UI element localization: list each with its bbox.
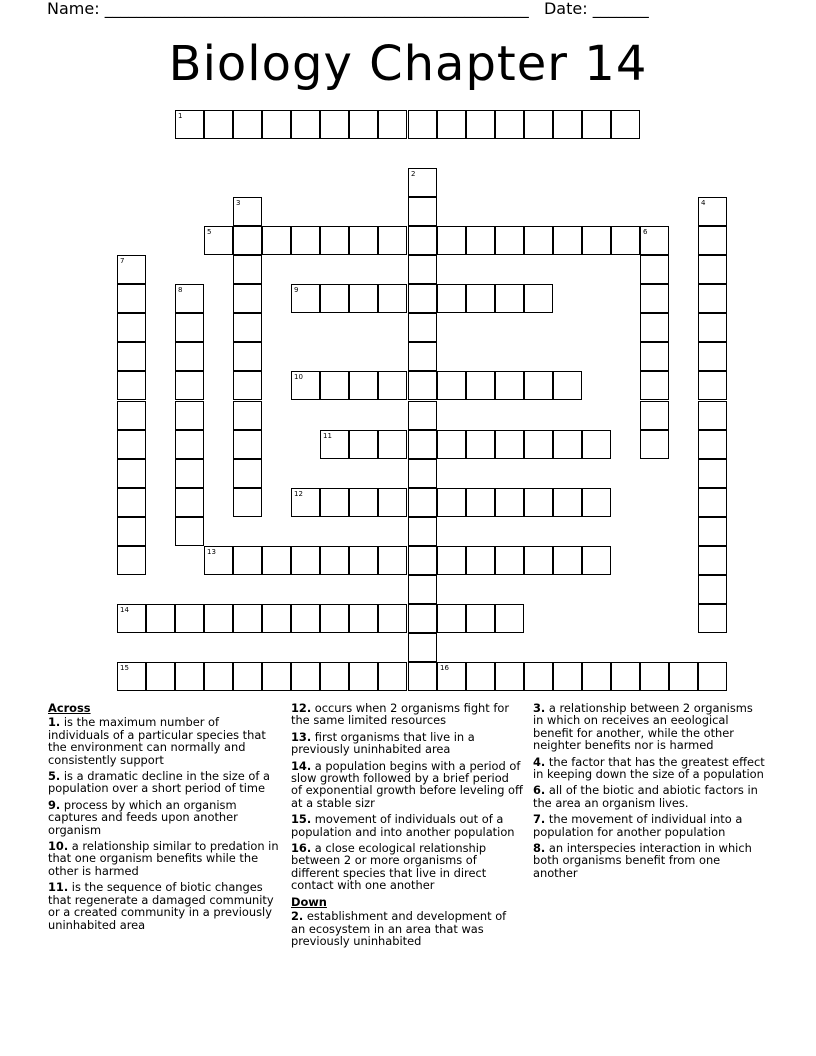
crossword-cell[interactable] bbox=[408, 604, 437, 633]
crossword-cell[interactable] bbox=[582, 488, 611, 517]
clue-item bbox=[533, 842, 765, 879]
crossword-cell[interactable] bbox=[698, 401, 727, 430]
name-blank[interactable]: _____________________________________________________ bbox=[104, 0, 529, 18]
crossword-cell[interactable] bbox=[349, 488, 378, 517]
clue-item bbox=[48, 770, 280, 795]
clue-number: 2. bbox=[291, 909, 304, 924]
clue-text: is the sequence of biotic changes that regenerate a damaged community or a created community in a previously uninhabited area bbox=[48, 880, 274, 932]
crossword-cell[interactable] bbox=[378, 488, 407, 517]
crossword-cell[interactable] bbox=[640, 255, 669, 284]
clue-item bbox=[533, 784, 765, 809]
crossword-cell[interactable] bbox=[320, 546, 349, 575]
crossword-cell[interactable] bbox=[698, 517, 727, 546]
crossword-cell[interactable] bbox=[233, 342, 262, 371]
crossword-cell[interactable] bbox=[408, 284, 437, 313]
crossword-cell[interactable] bbox=[408, 401, 437, 430]
crossword-cell[interactable] bbox=[524, 284, 553, 313]
crossword-cell[interactable] bbox=[466, 488, 495, 517]
crossword-cell[interactable] bbox=[349, 430, 378, 459]
crossword-cell[interactable] bbox=[117, 401, 146, 430]
crossword-cell[interactable] bbox=[582, 110, 611, 139]
clue-text: all of the biotic and abiotic factors in the area an organism lives. bbox=[533, 783, 758, 810]
crossword-cell[interactable] bbox=[698, 371, 727, 400]
clue-item bbox=[533, 813, 765, 838]
crossword-cell[interactable] bbox=[495, 110, 524, 139]
down-heading: Down bbox=[291, 894, 327, 909]
cell-number: 8 bbox=[178, 286, 183, 294]
crossword-cell[interactable] bbox=[262, 110, 291, 139]
crossword-cell[interactable] bbox=[233, 459, 262, 488]
crossword-cell[interactable] bbox=[495, 284, 524, 313]
clue-text: first organisms that live in a previously uninhabited area bbox=[291, 729, 475, 757]
crossword-cell[interactable] bbox=[408, 662, 437, 691]
crossword-cell[interactable] bbox=[437, 371, 466, 400]
crossword-cell[interactable] bbox=[495, 604, 524, 633]
cell-number: 2 bbox=[411, 170, 416, 178]
crossword-cell[interactable] bbox=[582, 430, 611, 459]
crossword-cell[interactable] bbox=[233, 401, 262, 430]
clue-number: 6. bbox=[533, 783, 546, 798]
crossword-cell[interactable] bbox=[495, 430, 524, 459]
clue-text: the movement of individual into a population for another population bbox=[533, 812, 743, 839]
crossword-cell[interactable] bbox=[204, 110, 233, 139]
cell-number: 1 bbox=[178, 112, 183, 120]
clue-item bbox=[48, 799, 280, 836]
clue-column-1 bbox=[48, 702, 280, 935]
crossword-cell[interactable] bbox=[117, 459, 146, 488]
page-title: Biology Chapter 14 bbox=[168, 36, 648, 92]
crossword-cell[interactable] bbox=[233, 430, 262, 459]
crossword-cell[interactable] bbox=[640, 371, 669, 400]
clue-text: a relationship between 2 organisms in which on receives an eeological benefit for another, while the other neighter benefits nor is harmed bbox=[533, 701, 753, 753]
crossword-cell[interactable] bbox=[349, 604, 378, 633]
crossword-cell[interactable] bbox=[262, 662, 291, 691]
cell-number: 10 bbox=[294, 373, 303, 381]
crossword-cell[interactable] bbox=[320, 430, 349, 459]
clue-number: 11. bbox=[48, 880, 69, 895]
crossword-cell[interactable] bbox=[466, 604, 495, 633]
crossword-cell[interactable] bbox=[233, 110, 262, 139]
crossword-cell[interactable] bbox=[291, 110, 320, 139]
clue-text: occurs when 2 organisms fight for the same limited resources bbox=[291, 701, 510, 728]
crossword-cell[interactable] bbox=[349, 371, 378, 400]
clue-item bbox=[291, 842, 523, 892]
crossword-cell[interactable] bbox=[437, 284, 466, 313]
crossword-cell[interactable] bbox=[408, 546, 437, 575]
cell-number: 4 bbox=[701, 199, 706, 207]
crossword-cell[interactable] bbox=[175, 662, 204, 691]
crossword-cell[interactable] bbox=[640, 662, 669, 691]
clue-number: 14. bbox=[291, 758, 312, 773]
crossword-cell[interactable] bbox=[698, 575, 727, 604]
clue-number: 3. bbox=[533, 701, 546, 715]
crossword-cell[interactable] bbox=[408, 255, 437, 284]
crossword-cell[interactable] bbox=[117, 488, 146, 517]
crossword-cell[interactable] bbox=[146, 604, 175, 633]
cell-number: 11 bbox=[323, 432, 332, 440]
crossword-cell[interactable] bbox=[524, 662, 553, 691]
crossword-cell[interactable] bbox=[437, 604, 466, 633]
crossword-cell[interactable] bbox=[320, 284, 349, 313]
crossword-cell[interactable] bbox=[466, 284, 495, 313]
crossword-cell[interactable] bbox=[582, 226, 611, 255]
clue-item bbox=[533, 756, 765, 781]
clue-number: 15. bbox=[291, 812, 312, 827]
crossword-cell[interactable] bbox=[698, 459, 727, 488]
crossword-cell[interactable] bbox=[378, 110, 407, 139]
crossword-cell[interactable] bbox=[204, 546, 233, 575]
crossword-cell[interactable] bbox=[466, 546, 495, 575]
crossword-cell[interactable] bbox=[466, 226, 495, 255]
crossword-cell[interactable] bbox=[117, 371, 146, 400]
crossword-cell[interactable] bbox=[611, 110, 640, 139]
clue-text: establishment and development of an ecosystem in an area that was previously uninhabited bbox=[291, 909, 507, 948]
crossword-cell[interactable] bbox=[466, 110, 495, 139]
crossword-cell[interactable] bbox=[320, 604, 349, 633]
crossword-cell[interactable] bbox=[408, 168, 437, 197]
cell-number: 16 bbox=[440, 664, 449, 672]
crossword-cell[interactable] bbox=[408, 459, 437, 488]
crossword-cell[interactable] bbox=[524, 371, 553, 400]
cell-number: 15 bbox=[120, 664, 129, 672]
crossword-cell[interactable] bbox=[698, 255, 727, 284]
crossword-cell[interactable] bbox=[495, 371, 524, 400]
crossword-cell[interactable] bbox=[378, 284, 407, 313]
crossword-cell[interactable] bbox=[495, 546, 524, 575]
crossword-cell[interactable] bbox=[117, 284, 146, 313]
crossword-cell[interactable] bbox=[204, 226, 233, 255]
crossword-cell[interactable] bbox=[175, 517, 204, 546]
crossword-cell[interactable] bbox=[175, 371, 204, 400]
clue-item bbox=[533, 702, 765, 752]
crossword-cell[interactable] bbox=[582, 662, 611, 691]
crossword-cell[interactable] bbox=[117, 430, 146, 459]
clue-text: a relationship similar to predation in that one organism benefits while the other is harmed bbox=[48, 839, 279, 878]
crossword-cell[interactable] bbox=[233, 371, 262, 400]
crossword-cell[interactable] bbox=[233, 662, 262, 691]
crossword-cell[interactable] bbox=[466, 430, 495, 459]
crossword-cell[interactable] bbox=[320, 371, 349, 400]
crossword-cell[interactable] bbox=[553, 488, 582, 517]
clue-text: is the maximum number of individuals of a particular species that the environment can normally and consistently support bbox=[48, 715, 266, 767]
crossword-cell[interactable] bbox=[408, 313, 437, 342]
crossword-cell[interactable] bbox=[291, 226, 320, 255]
crossword-cell[interactable] bbox=[233, 546, 262, 575]
crossword-cell[interactable] bbox=[291, 488, 320, 517]
crossword-cell[interactable] bbox=[262, 604, 291, 633]
crossword-cell[interactable] bbox=[640, 430, 669, 459]
crossword-cell[interactable] bbox=[320, 488, 349, 517]
clue-item bbox=[48, 881, 280, 931]
clue-number: 16. bbox=[291, 841, 312, 856]
crossword-cell[interactable] bbox=[117, 313, 146, 342]
crossword-cell[interactable] bbox=[437, 488, 466, 517]
crossword-cell[interactable] bbox=[291, 604, 320, 633]
cell-number: 12 bbox=[294, 490, 303, 498]
clue-item bbox=[48, 840, 280, 877]
crossword-cell[interactable] bbox=[349, 110, 378, 139]
date-label: Date: bbox=[543, 0, 588, 18]
crossword-cell[interactable] bbox=[233, 488, 262, 517]
crossword-cell[interactable] bbox=[146, 662, 175, 691]
crossword-cell[interactable] bbox=[320, 110, 349, 139]
crossword-cell[interactable] bbox=[378, 662, 407, 691]
crossword-cell[interactable] bbox=[175, 284, 204, 313]
crossword-cell[interactable] bbox=[495, 662, 524, 691]
crossword-cell[interactable] bbox=[640, 313, 669, 342]
clue-text: an interspecies interaction in which both organisms benefit from one another bbox=[533, 841, 752, 880]
crossword-cell[interactable] bbox=[349, 662, 378, 691]
crossword-cell[interactable] bbox=[204, 662, 233, 691]
crossword-cell[interactable] bbox=[408, 575, 437, 604]
crossword-cell[interactable] bbox=[233, 313, 262, 342]
crossword-cell[interactable] bbox=[117, 604, 146, 633]
crossword-cell[interactable] bbox=[640, 401, 669, 430]
clue-text: is a dramatic decline in the size of a population over a short period of time bbox=[48, 769, 270, 796]
crossword-cell[interactable] bbox=[408, 110, 437, 139]
crossword-cell[interactable] bbox=[669, 662, 698, 691]
clue-number: 12. bbox=[291, 701, 312, 715]
crossword-cell[interactable] bbox=[611, 226, 640, 255]
crossword-cell[interactable] bbox=[698, 197, 727, 226]
crossword-cell[interactable] bbox=[175, 430, 204, 459]
crossword-cell[interactable] bbox=[553, 546, 582, 575]
crossword-cell[interactable] bbox=[582, 546, 611, 575]
crossword-cell[interactable] bbox=[349, 284, 378, 313]
crossword-cell[interactable] bbox=[698, 604, 727, 633]
crossword-cell[interactable] bbox=[378, 430, 407, 459]
crossword-cell[interactable] bbox=[175, 488, 204, 517]
crossword-cell[interactable] bbox=[524, 430, 553, 459]
crossword-cell[interactable] bbox=[553, 430, 582, 459]
clue-number: 7. bbox=[533, 812, 546, 827]
crossword-cell[interactable] bbox=[408, 633, 437, 662]
clue-number: 8. bbox=[533, 841, 546, 856]
crossword-cell[interactable] bbox=[495, 226, 524, 255]
crossword-cell[interactable] bbox=[553, 371, 582, 400]
crossword-cell[interactable] bbox=[640, 284, 669, 313]
crossword-cell[interactable] bbox=[553, 226, 582, 255]
clue-number: 4. bbox=[533, 754, 546, 769]
crossword-cell[interactable] bbox=[175, 342, 204, 371]
crossword-cell[interactable] bbox=[233, 226, 262, 255]
crossword-cell[interactable] bbox=[175, 604, 204, 633]
clue-item bbox=[291, 702, 523, 727]
cell-number: 6 bbox=[643, 228, 648, 236]
crossword-cell[interactable] bbox=[204, 604, 233, 633]
clue-text: a close ecological relationship between 2 or more organisms of different species that live in direct contact with one another bbox=[291, 841, 487, 893]
cell-number: 13 bbox=[207, 548, 216, 556]
crossword-cell[interactable] bbox=[437, 430, 466, 459]
clue-number: 5. bbox=[48, 769, 61, 784]
crossword-cell[interactable] bbox=[320, 226, 349, 255]
crossword-cell[interactable] bbox=[495, 488, 524, 517]
clue-item bbox=[48, 716, 280, 766]
crossword-cell[interactable] bbox=[524, 110, 553, 139]
clue-text: movement of individuals out of a population and into another population bbox=[291, 812, 515, 839]
crossword-cell[interactable] bbox=[378, 546, 407, 575]
crossword-cell[interactable] bbox=[408, 517, 437, 546]
cell-number: 5 bbox=[207, 228, 212, 236]
crossword-cell[interactable] bbox=[466, 371, 495, 400]
clue-text: a population begins with a period of slow growth followed by a brief period of exponential growth before leveling off at a stable sizr bbox=[291, 758, 523, 810]
crossword-cell[interactable] bbox=[698, 313, 727, 342]
crossword-cell[interactable] bbox=[378, 604, 407, 633]
crossword-cell[interactable] bbox=[698, 226, 727, 255]
crossword-cell[interactable] bbox=[408, 488, 437, 517]
crossword-cell[interactable] bbox=[553, 662, 582, 691]
crossword-cell[interactable] bbox=[378, 226, 407, 255]
crossword-cell[interactable] bbox=[117, 517, 146, 546]
clue-text: process by which an organism captures and feeds upon another organism bbox=[48, 797, 238, 837]
crossword-cell[interactable] bbox=[291, 662, 320, 691]
crossword-cell[interactable] bbox=[524, 546, 553, 575]
crossword-cell[interactable] bbox=[640, 342, 669, 371]
clue-item bbox=[291, 760, 523, 810]
crossword-cell[interactable] bbox=[233, 197, 262, 226]
crossword-cell[interactable] bbox=[175, 110, 204, 139]
crossword-cell[interactable] bbox=[291, 546, 320, 575]
clue-item bbox=[291, 910, 523, 947]
crossword-cell[interactable] bbox=[378, 371, 407, 400]
crossword-cell[interactable] bbox=[698, 662, 727, 691]
name-label: Name: bbox=[47, 0, 100, 18]
crossword-cell[interactable] bbox=[291, 284, 320, 313]
clue-number: 1. bbox=[48, 715, 61, 730]
crossword-cell[interactable] bbox=[233, 604, 262, 633]
crossword-cell[interactable] bbox=[698, 342, 727, 371]
crossword-cell[interactable] bbox=[349, 226, 378, 255]
crossword-cell[interactable] bbox=[466, 662, 495, 691]
crossword-cell[interactable] bbox=[408, 226, 437, 255]
crossword-cell[interactable] bbox=[175, 313, 204, 342]
crossword-cell[interactable] bbox=[698, 488, 727, 517]
crossword-cell[interactable] bbox=[553, 110, 582, 139]
clue-item bbox=[291, 731, 523, 756]
crossword-cell[interactable] bbox=[175, 401, 204, 430]
crossword-cell[interactable] bbox=[117, 546, 146, 575]
crossword-cell[interactable] bbox=[262, 226, 291, 255]
across-heading: Across bbox=[48, 701, 91, 715]
crossword-cell[interactable] bbox=[437, 662, 466, 691]
crossword-cell[interactable] bbox=[698, 546, 727, 575]
crossword-cell[interactable] bbox=[408, 430, 437, 459]
cell-number: 14 bbox=[120, 606, 129, 614]
crossword-cell[interactable] bbox=[524, 488, 553, 517]
clue-number: 10. bbox=[48, 839, 69, 854]
crossword-cell[interactable] bbox=[262, 546, 291, 575]
crossword-cell[interactable] bbox=[320, 662, 349, 691]
cell-number: 9 bbox=[294, 286, 299, 294]
crossword-cell[interactable] bbox=[437, 546, 466, 575]
crossword-cell[interactable] bbox=[698, 430, 727, 459]
clue-column-3 bbox=[533, 702, 765, 883]
crossword-cell[interactable] bbox=[291, 371, 320, 400]
crossword-cell[interactable] bbox=[233, 284, 262, 313]
clue-column-2 bbox=[291, 702, 523, 951]
crossword-cell[interactable] bbox=[117, 255, 146, 284]
clue-item bbox=[291, 813, 523, 838]
crossword-cell[interactable] bbox=[117, 662, 146, 691]
crossword-cell[interactable] bbox=[233, 255, 262, 284]
clue-number: 9. bbox=[48, 797, 61, 812]
crossword-cell[interactable] bbox=[611, 662, 640, 691]
crossword-cell[interactable] bbox=[437, 226, 466, 255]
clue-text: the factor that has the greatest effect in keeping down the size of a population bbox=[533, 754, 765, 782]
cell-number: 7 bbox=[120, 257, 125, 265]
crossword-cell[interactable] bbox=[640, 226, 669, 255]
date-blank[interactable]: _______ bbox=[592, 0, 649, 18]
crossword-cell[interactable] bbox=[408, 371, 437, 400]
crossword-cell[interactable] bbox=[117, 342, 146, 371]
clue-number: 13. bbox=[291, 729, 312, 744]
crossword-cell[interactable] bbox=[437, 110, 466, 139]
crossword-cell[interactable] bbox=[698, 284, 727, 313]
crossword-cell[interactable] bbox=[524, 226, 553, 255]
crossword-cell[interactable] bbox=[408, 342, 437, 371]
crossword-cell[interactable] bbox=[175, 459, 204, 488]
cell-number: 3 bbox=[236, 199, 241, 207]
crossword-cell[interactable] bbox=[408, 197, 437, 226]
crossword-cell[interactable] bbox=[349, 546, 378, 575]
